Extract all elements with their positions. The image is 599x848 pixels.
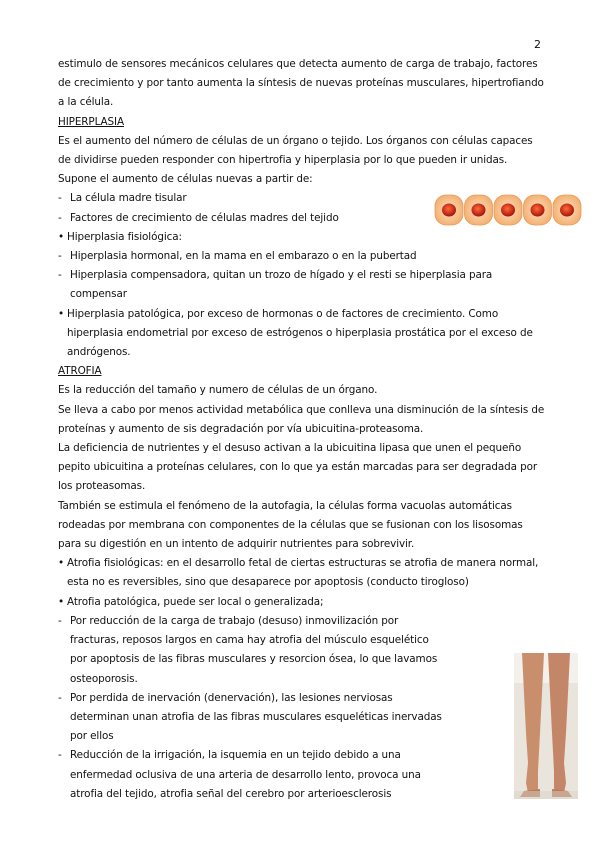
cell-icon [553, 195, 581, 225]
list-item-text: Atrofia patológica, puede ser local o generalizada; [67, 595, 324, 608]
dash-item [58, 689, 548, 747]
dash-item [58, 612, 548, 689]
paragraph: También se estimula el fenómeno de la autofagia, la células forma vacuolas automáticas rodeadas por membrana con componentes de la células que se fusionan con los lisosomas para su digestión en un intento de adquirir nutrientes para sobrevivir. [58, 499, 523, 551]
list-item-text: Reducción de la irrigación, la isquemia en un tejido debido a una enfermedad oclusiva de una arteria de desarrollo lento, provoca una atrofia del tejido, atrofia señal del cerebro por arterioesclerosis [70, 749, 421, 800]
dash-marker: - [58, 691, 62, 704]
dash-marker: - [58, 250, 62, 263]
dash-item [58, 746, 548, 804]
dash-marker: - [58, 192, 62, 205]
paragraph: Es la reducción del tamaño y numero de células de un órgano. [58, 384, 378, 397]
bullet-marker: • [58, 595, 65, 608]
list-item-text: Por perdida de inervación (denervación), las lesiones nerviosas determinan unan atrofia de las fibras musculares esqueléticas inervadas por ellos [70, 691, 442, 743]
paragraph: Supone el aumento de células nuevas a partir de: [58, 173, 313, 186]
list-item-text: Factores de crecimiento de células madres del tejido [70, 211, 339, 224]
bullet-marker: • [58, 557, 65, 570]
list-item-text: Hiperplasia compensadora, quitan un trozo de hígado y el resti se hiperplasia para compensar [70, 269, 493, 301]
list-item-text: Atrofia fisiológicas: en el desarrollo fetal de ciertas estructuras se atrofia de manera normal, esta no es reversibles, sino que desaparece por apoptosis (conducto tirogloso) [67, 557, 539, 589]
dash-marker: - [58, 614, 62, 627]
page-number: 2 [534, 38, 541, 51]
cell-icon [435, 195, 463, 225]
paragraph: La deficiencia de nutrientes y el desuso activan a la ubicuitina lipasa que unen el pequeño pepito ubicuitina a proteínas celulares, con lo que ya están marcadas para ser degradada por los proteasomas. [58, 442, 538, 493]
bullet-item [58, 228, 548, 247]
document-body [58, 55, 548, 804]
cell-icon [524, 195, 552, 225]
bullet-marker: • [58, 230, 65, 243]
bullet-marker: • [58, 307, 65, 320]
dash-item [58, 266, 548, 304]
list-item-text: Hiperplasia fisiológica: [67, 230, 182, 243]
list-item-text: Hiperplasia hormonal, en la mama en el embarazo o en la pubertad [70, 250, 417, 263]
paragraph: Es el aumento del número de células de un órgano o tejido. Los órganos con células capaces de dividirse pueden responder con hipertrofia y hiperplasia por lo que pueden ir unidas. [58, 134, 533, 167]
cell-icon [494, 195, 522, 225]
dash-marker: - [58, 749, 62, 762]
atrophy-legs-photo [514, 653, 578, 799]
cell-icon [465, 195, 493, 225]
paragraph: estimulo de sensores mecánicos celulares que detecta aumento de carga de trabajo, factores de crecimiento y por tanto aumenta la síntesis de nuevas proteínas musculares, hipertrofiando a la célula. [58, 58, 544, 109]
bullet-item [58, 305, 548, 363]
dash-item [58, 247, 548, 266]
list-item-text: Hiperplasia patológica, por exceso de hormonas o de factores de crecimiento. Como hiperplasia endometrial por exceso de estrógenos o hiperplasia prostática por el exceso de andrógenos. [67, 307, 533, 359]
hyperplasia-cells-illustration [434, 193, 582, 227]
bullet-item [58, 554, 548, 592]
dash-marker: - [58, 269, 62, 282]
bullet-item [58, 593, 548, 612]
paragraph: Se lleva a cabo por menos actividad metabólica que conlleva una disminución de la síntesis de proteínas y aumento de sis degradación por vía ubicuitina-proteasoma. [58, 403, 545, 435]
list-item-text: La célula madre tisular [70, 192, 187, 205]
section-heading: HIPERPLASIA [58, 115, 124, 128]
list-item-text: Por reducción de la carga de trabajo (desuso) inmovilización por fracturas, reposos largos en cama hay atrofia del músculo esquelético por apoptosis de las fibras musculares y resorcion ósea, lo que lavamos osteoporosis. [70, 614, 438, 685]
section-heading: ATROFIA [58, 365, 102, 378]
dash-marker: - [58, 211, 62, 224]
